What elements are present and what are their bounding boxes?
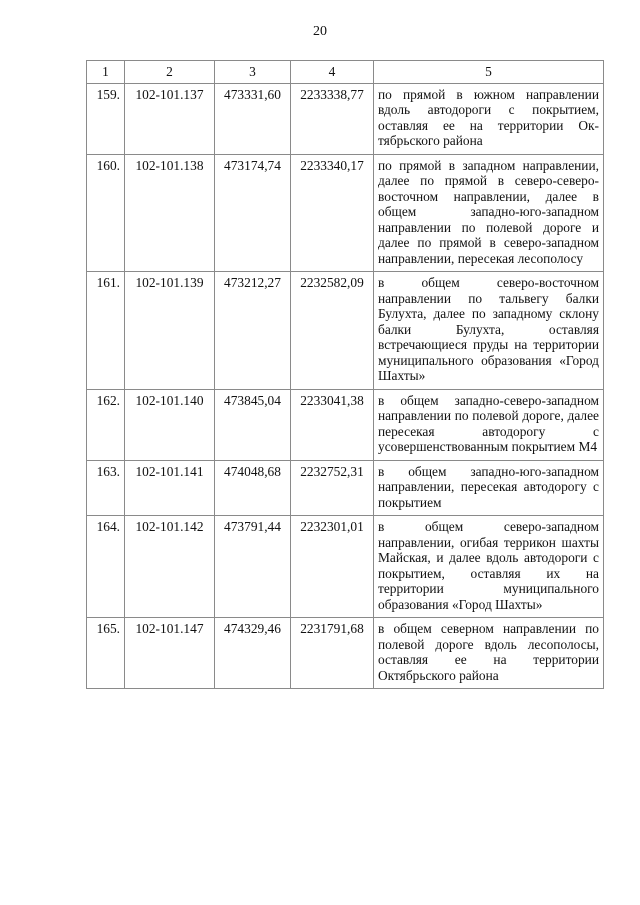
boundary-description: по прямой в южном направлении вдоль автодороги с покрытием, оставляя ее на территории Октябрьского района (374, 83, 604, 154)
coordinate-y: 2231791,68 (291, 618, 374, 689)
column-header-4: 4 (291, 61, 374, 84)
boundary-description: по прямой в западном направлении, далее по прямой в северо-северо-восточном направлении, далее в общем западно-юго-западном направлении по полевой дороге и далее по прямой в северо-западном направлении, пересекая лесополосу (374, 154, 604, 272)
table-row (87, 389, 604, 460)
point-code: 102-101.147 (125, 618, 215, 689)
coordinate-y: 2233041,38 (291, 389, 374, 460)
point-code: 102-101.139 (125, 272, 215, 390)
boundary-description: в общем северо-восточном направлении по тальвегу балки Булухта, далее по западному склону балки Булухта, оставляя встречающиеся пруды на территории муниципального образования «Город Шахты» (374, 272, 604, 390)
page-number: 20 (313, 24, 327, 39)
coordinate-y: 2232752,31 (291, 460, 374, 516)
row-number: 163. (87, 460, 125, 516)
table-row (87, 83, 604, 154)
point-code: 102-101.137 (125, 83, 215, 154)
point-code: 102-101.140 (125, 389, 215, 460)
coordinate-x: 473212,27 (215, 272, 291, 390)
coordinate-y: 2232301,01 (291, 516, 374, 618)
header-row (87, 61, 604, 84)
coordinate-x: 473791,44 (215, 516, 291, 618)
coordinate-x: 474048,68 (215, 460, 291, 516)
coordinate-x: 473845,04 (215, 389, 291, 460)
coordinate-y: 2233340,17 (291, 154, 374, 272)
coordinate-x: 473174,74 (215, 154, 291, 272)
column-header-1: 1 (87, 61, 125, 84)
table-row (87, 154, 604, 272)
boundary-description: в общем западно-северо-западном направлении по полевой дороге, далее пересекая автодорогу с усовершенствованным покрытием М4 (374, 389, 604, 460)
boundary-description: в общем северо-западном направлении, огибая террикон шахты Майская, и далее вдоль автодороги с покрытием, оставляя их на территории муниципального образования «Город Шахты» (374, 516, 604, 618)
table-row (87, 460, 604, 516)
coordinate-x: 473331,60 (215, 83, 291, 154)
point-code: 102-101.138 (125, 154, 215, 272)
boundary-description: в общем западно-юго-западном направлении, пересекая автодорогу с покрытием (374, 460, 604, 516)
column-header-5: 5 (374, 61, 604, 84)
table-row (87, 272, 604, 390)
point-code: 102-101.142 (125, 516, 215, 618)
table-row (87, 516, 604, 618)
point-code: 102-101.141 (125, 460, 215, 516)
row-number: 164. (87, 516, 125, 618)
boundary-points-table (86, 60, 604, 689)
row-number: 160. (87, 154, 125, 272)
column-header-2: 2 (125, 61, 215, 84)
boundary-description: в общем северном направлении по полевой дороге вдоль лесополосы, оставляя ее на территории Октябрьского района (374, 618, 604, 689)
coordinate-y: 2233338,77 (291, 83, 374, 154)
row-number: 159. (87, 83, 125, 154)
table-row (87, 618, 604, 689)
coordinate-y: 2232582,09 (291, 272, 374, 390)
row-number: 165. (87, 618, 125, 689)
column-header-3: 3 (215, 61, 291, 84)
row-number: 162. (87, 389, 125, 460)
coordinate-x: 474329,46 (215, 618, 291, 689)
row-number: 161. (87, 272, 125, 390)
